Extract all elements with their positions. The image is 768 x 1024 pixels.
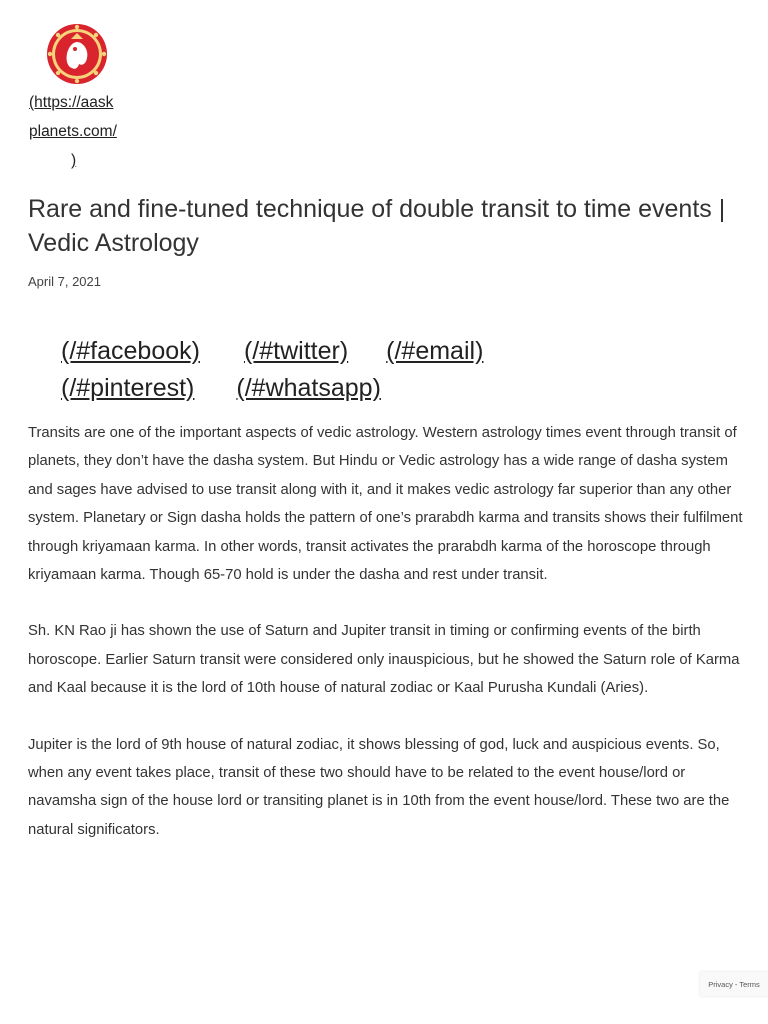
terms-link[interactable]: Terms: [739, 979, 760, 989]
article-paragraph-2: Sh. KN Rao ji has shown the use of Saturn and Jupiter transit in timing or confirming events of the birth horoscope. Earlier Saturn transit were considered only inauspicious, but he showed the Saturn role of Karma and Kaal because it is the lord of 10th house of natural zodiac or Kaal Purusha Kundali (Aries).: [28, 623, 740, 697]
separator: -: [734, 979, 738, 989]
share-pinterest-link[interactable]: (/#pinterest): [61, 374, 195, 402]
share-links: [61, 333, 701, 407]
share-facebook-link[interactable]: (/#facebook): [61, 337, 200, 365]
recaptcha-badge: [700, 972, 768, 996]
article-content: [28, 419, 743, 872]
share-twitter-link[interactable]: (/#twitter): [243, 337, 349, 365]
privacy-link[interactable]: Privacy: [708, 979, 733, 989]
share-email-link[interactable]: (/#email): [386, 337, 484, 365]
share-row-1: [61, 333, 701, 370]
page-title: Rare and fine-tuned technique of double transit to time events | Vedic Astrology: [28, 195, 726, 257]
logo-icon: [45, 22, 109, 86]
article-paragraph-3: Jupiter is the lord of 9th house of natural zodiac, it shows blessing of god, luck and auspicious events. So, when any event takes place, transit of these two should have to be related to the event house/lord or navamsha sign of the house lord or transiting planet is in 10th from the event house/lord. These two are the natural significators.: [28, 736, 730, 838]
home-link-line1: (https://aask: [29, 94, 114, 111]
home-link-text[interactable]: [29, 88, 139, 175]
home-link[interactable]: [29, 88, 139, 175]
home-link-line3: ): [71, 152, 77, 169]
publish-date: April 7, 2021: [28, 274, 101, 289]
article-paragraph-1: Transits are one of the important aspects of vedic astrology. Western astrology times event through transit of planets, they don’t have the dasha system. But Hindu or Vedic astrology has a wide range of dasha system and sages have advised to use transit along with it, and it makes vedic astrology far superior than any other system. Planetary or Sign dasha holds the pattern of one’s prarabdh karma and transits shows their fulfilment through kriyamaan karma. In other words, transit activates the prarabdh karma of the horoscope through kriyamaan karma. Though 65-70 hold is under the dasha and rest under transit.: [28, 425, 743, 584]
share-row-2: [61, 370, 701, 407]
ganesha-logo[interactable]: [45, 22, 109, 86]
share-whatsapp-link[interactable]: (/#whatsapp): [236, 374, 381, 402]
home-link-line2: planets.com/: [29, 123, 117, 140]
